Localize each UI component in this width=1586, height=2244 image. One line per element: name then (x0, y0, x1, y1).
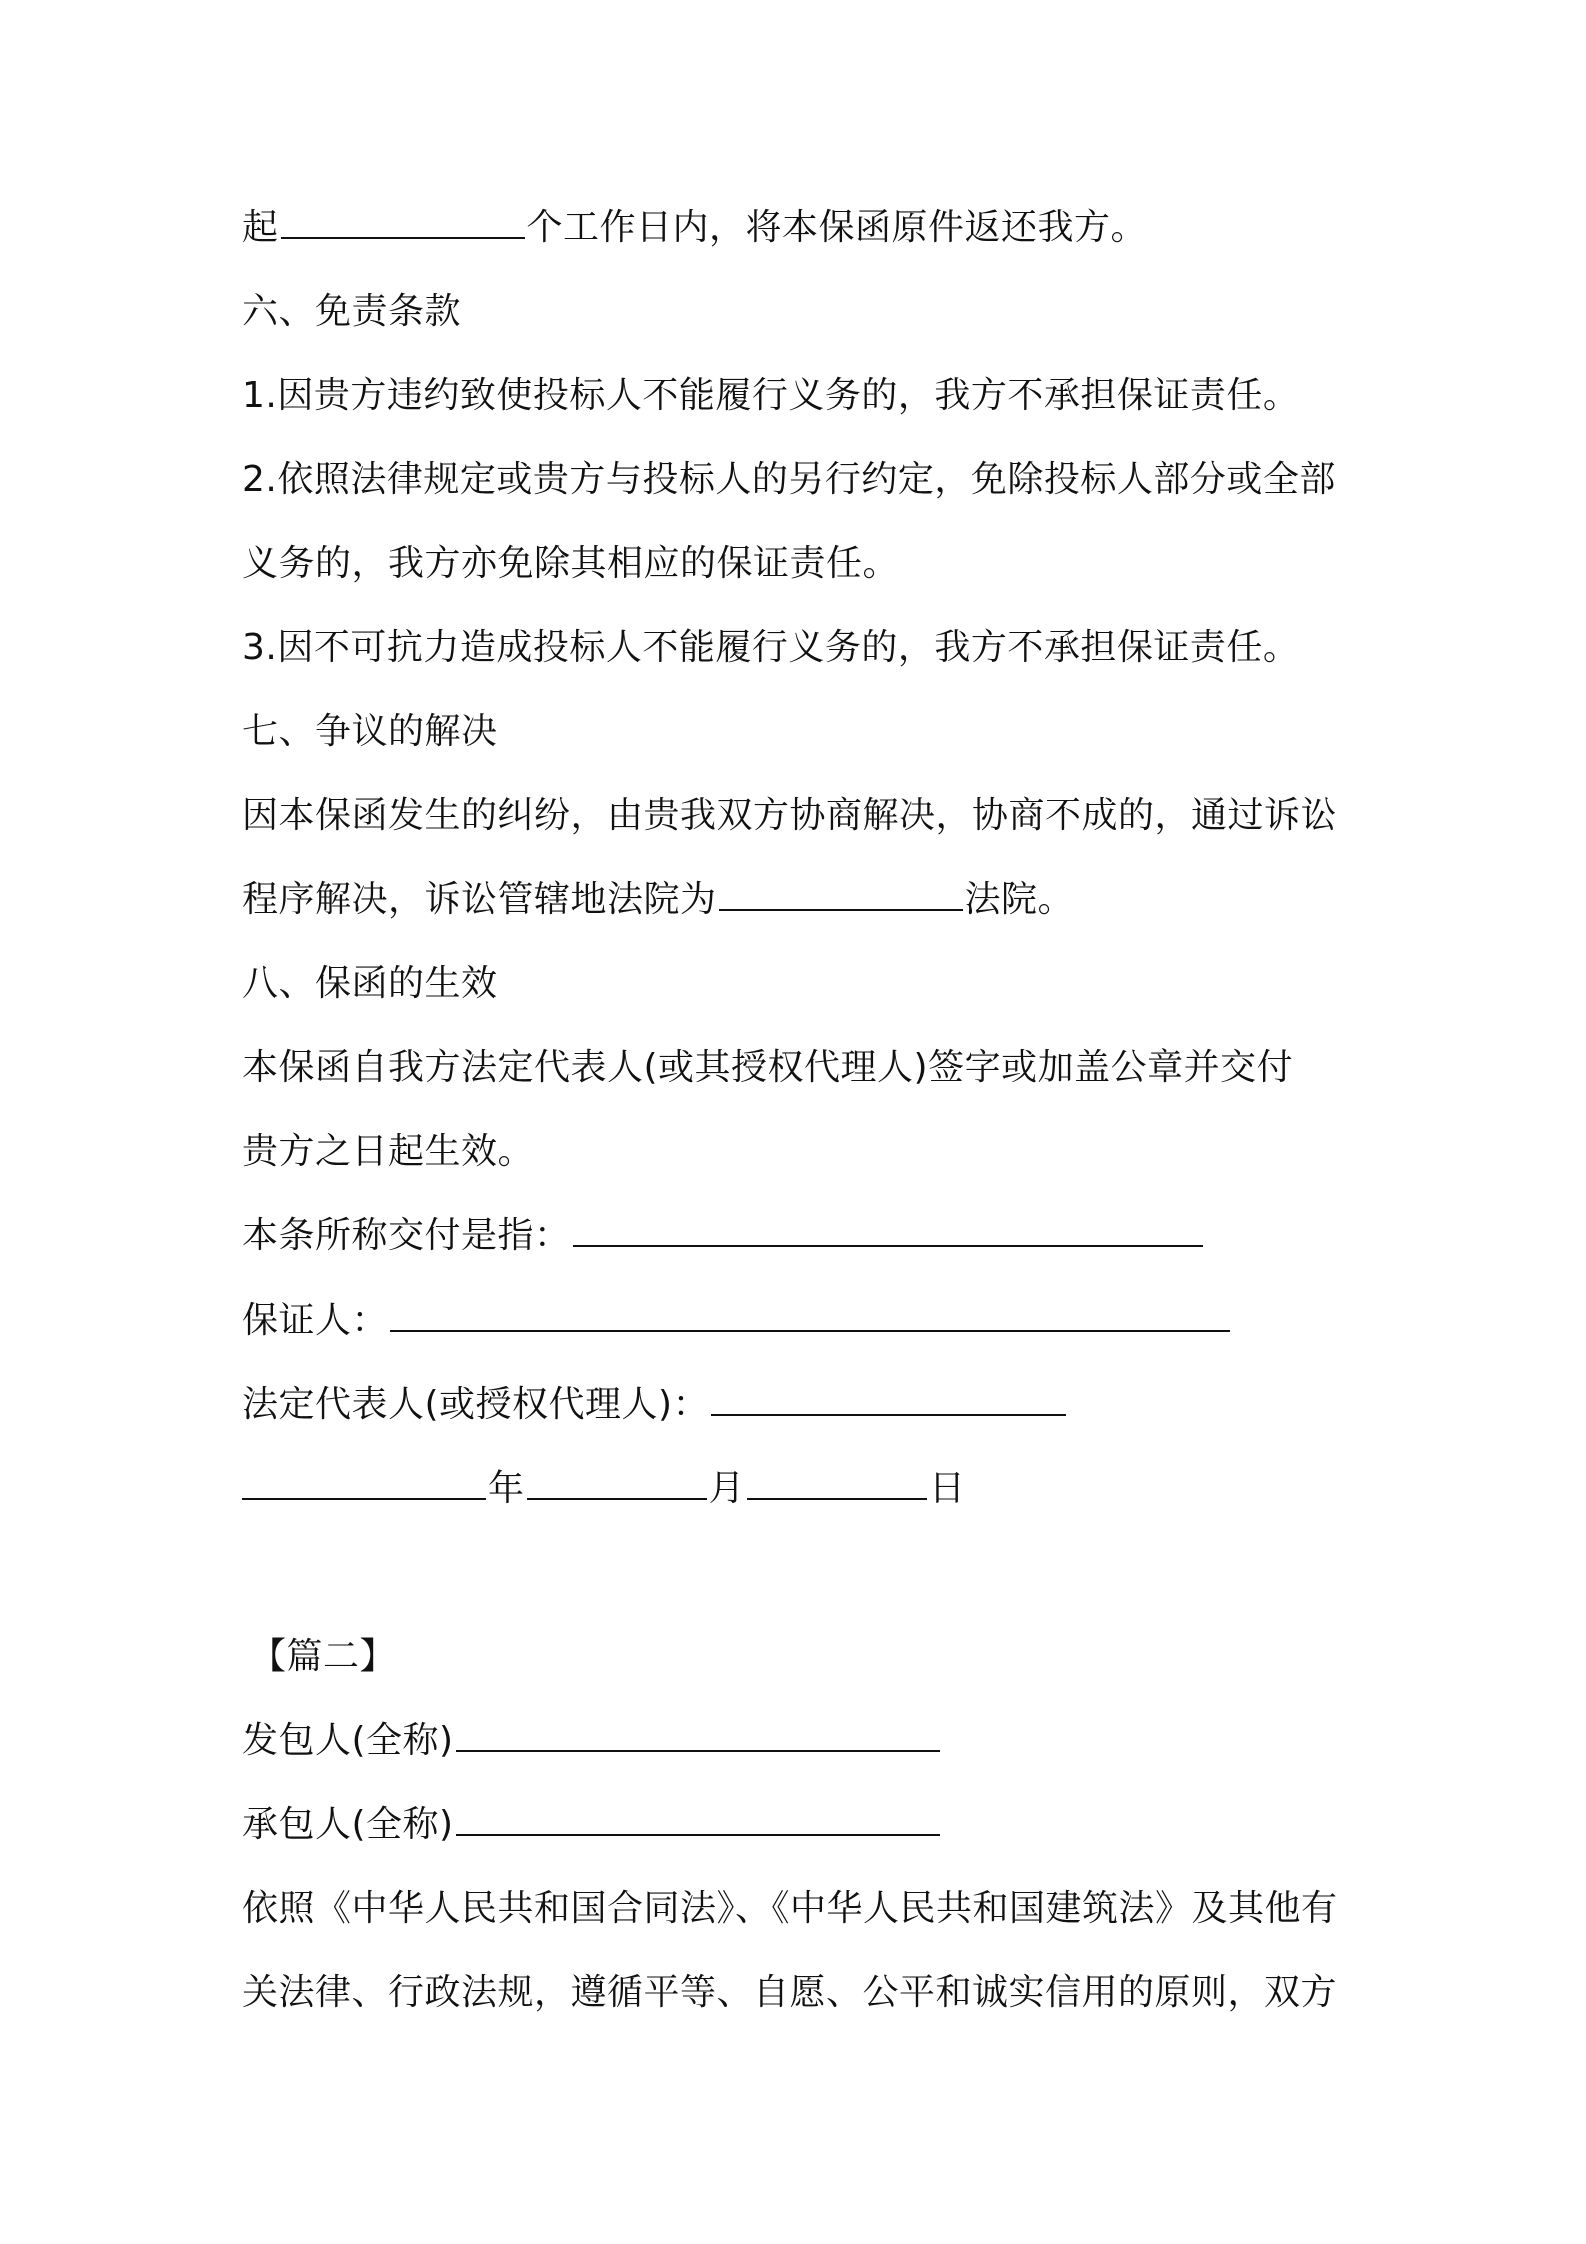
guarantor-label: 保证人： (242, 1300, 389, 1341)
heading-effective: 八、保函的生效 (242, 963, 498, 1004)
heading-exemption: 六、免责条款 (242, 291, 462, 332)
effective-text-b: 贵方之日起生效。 (242, 1131, 535, 1172)
contract-intro-b: 关法律、行政法规，遵循平等、自愿、公平和诚实信用的原则，双方 (242, 1972, 1338, 2013)
text-pre: 程序解决，诉讼管辖地法院为 (242, 879, 717, 920)
year-blank[interactable] (242, 1468, 486, 1500)
text-pre: 起 (242, 207, 279, 248)
year-label: 年 (488, 1468, 525, 1509)
delivery-label: 本条所称交付是指： (242, 1215, 571, 1256)
legal-rep-line (242, 1381, 1068, 1429)
contractor-label: 承包人(全称) (242, 1804, 454, 1845)
legal-rep-blank[interactable] (711, 1384, 1066, 1416)
exemption-clause-2a: 2.依照法律规定或贵方与投标人的另行约定，免除投标人部分或全部 (242, 459, 1336, 500)
exemption-clause-3: 3.因不可抗力造成投标人不能履行义务的，我方不承担保证责任。 (242, 627, 1300, 668)
exemption-clause-1: 1.因贵方违约致使投标人不能履行义务的，我方不承担保证责任。 (242, 375, 1300, 416)
delivery-line (242, 1212, 1205, 1260)
section-two-title: 【篇二】 (250, 1636, 397, 1677)
employer-blank[interactable] (456, 1720, 940, 1752)
contract-intro-a: 依照《中华人民共和国合同法》、《中华人民共和国建筑法》及其他有 (242, 1888, 1338, 1929)
employer-label: 发包人(全称) (242, 1720, 454, 1761)
contractor-line (242, 1801, 942, 1849)
dispute-text-b (242, 876, 1074, 924)
return-deadline-line (242, 204, 1147, 252)
employer-line (242, 1717, 942, 1765)
text-post: 法院。 (964, 879, 1075, 920)
month-label: 月 (708, 1468, 746, 1509)
month-blank[interactable] (527, 1468, 707, 1500)
exemption-clause-2b: 义务的，我方亦免除其相应的保证责任。 (242, 543, 900, 584)
day-blank[interactable] (747, 1468, 927, 1500)
date-line (242, 1465, 966, 1513)
guarantor-line (242, 1297, 1232, 1345)
day-label: 日 (929, 1468, 966, 1509)
heading-dispute: 七、争议的解决 (242, 711, 498, 752)
court-blank[interactable] (719, 879, 963, 911)
workdays-blank[interactable] (281, 207, 525, 239)
guarantor-blank[interactable] (390, 1300, 1230, 1332)
dispute-text-a: 因本保函发生的纠纷，由贵我双方协商解决，协商不成的，通过诉讼 (242, 795, 1338, 836)
text-post: 个工作日内，将本保函原件返还我方。 (526, 207, 1148, 248)
effective-text-a: 本保函自我方法定代表人(或其授权代理人)签字或加盖公章并交付 (242, 1047, 1294, 1088)
legal-rep-label: 法定代表人(或授权代理人)： (242, 1384, 710, 1425)
contractor-blank[interactable] (456, 1804, 940, 1836)
delivery-blank[interactable] (573, 1215, 1203, 1247)
